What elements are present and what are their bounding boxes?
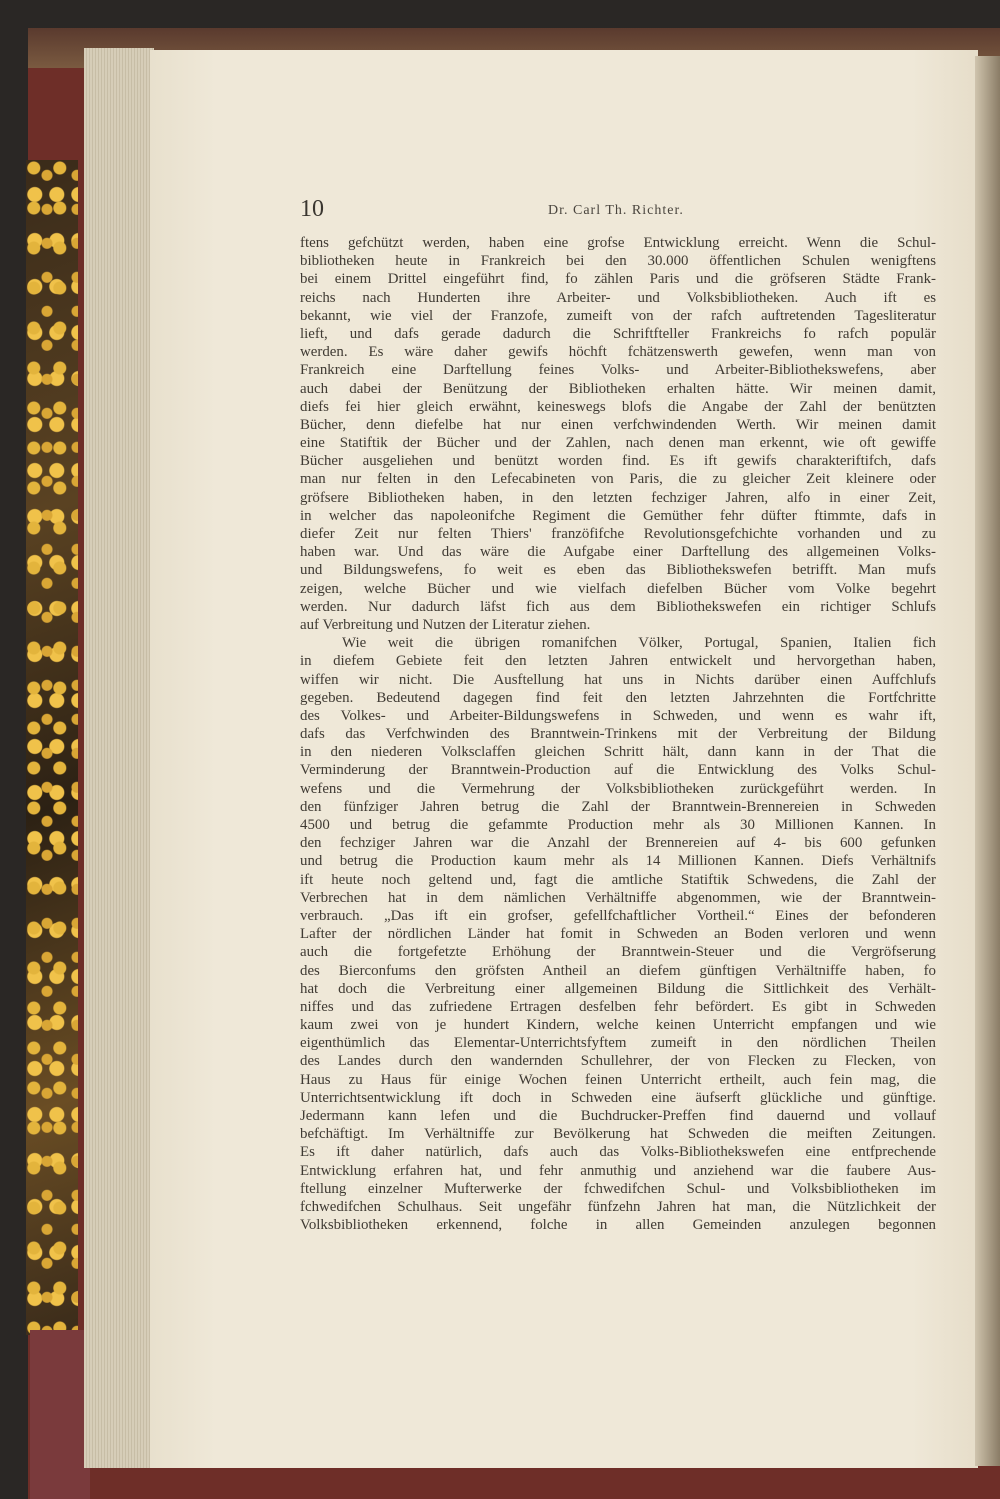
text-line: 4500 und betrug die gefammte Production mehr als 30 Millionen Kannen. In — [300, 817, 936, 833]
page-header — [300, 196, 936, 226]
text-line: bekannt, wie viel der Franzofe, zumeift von der rafch auftretenden Tagesliteratur — [300, 307, 936, 324]
text-line: und Bildungswefens, fo weit es eben das Bibliothekswefen betrifft. Man mufs — [300, 562, 936, 579]
text-line: ift heute noch geltend und, fagt die amtliche Statiftik Schwedens, die Zahl der — [300, 871, 936, 888]
text-line: reichs nach Hunderten ihre Arbeiter- und Volksbibliotheken. Auch ift es — [300, 289, 936, 306]
text-line: Lafter der nördlichen Länder hat fomit in Schweden an Boden verloren und wenn — [300, 926, 936, 943]
text-line: gröfsere Bibliotheken haben, in den letzten fechziger Jahren, alfo in einer Zeit, — [300, 489, 936, 506]
marbled-endpaper — [26, 160, 78, 1335]
text-line: Unterrichtsentwicklung ift doch in Schweden eine äufserft glückliche und günftige. — [300, 1089, 936, 1106]
text-line: haben war. Und das wäre die Aufgabe einer Darftellung des allgemeinen Volks- — [300, 544, 936, 561]
page-edges — [84, 48, 154, 1468]
text-line: in welcher das napoleonifche Regiment die Gemüther fehr düfter ftimmte, dafs in — [300, 507, 936, 524]
text-line: eine Statiftik der Bücher und der Zahlen, nach denen man erkennt, wie oft gewiffe — [300, 435, 936, 452]
text-line: werden. Nur dadurch läfst fich aus dem Bibliothekswefen ein richtiger Schlufs — [300, 598, 936, 615]
text-line: werden. Es wäre daher gewifs höchft fchätzenswerth gewefen, wenn man von — [300, 344, 936, 361]
text-line: Volksbibliotheken erkennend, folche in allen Gemeinden anzulegen begonnen — [300, 1217, 936, 1234]
text-line: in den niederen Volksclaffen gleichen Schritt hält, dann kann in der That die — [300, 744, 936, 761]
text-line: wefens und die Vermehrung der Volksbibliotheken zurückgeführt werden. In — [300, 780, 936, 797]
text-line: Entwicklung erfahren hat, und fehr anmuthig und anziehend war die faubere Aus- — [300, 1162, 936, 1179]
text-line: ftellung einzelner Mufterwerke der fchwedifchen Schul- und Volksbibliotheken im — [300, 1180, 936, 1197]
page-number: 10 — [300, 196, 324, 222]
text-line: Bücher ausgeliehen und benützt worden find. Es ift gewifs charakteriftifch, dafs — [300, 453, 936, 470]
text-line: man nur felten in den Lefecabineten von Paris, die zu gleicher Zeit kleinere oder — [300, 471, 936, 488]
body-text — [300, 234, 936, 1234]
text-line: bibliotheken heute in Frankreich bei den 30.000 öffentlichen Schulen wenigftens — [300, 253, 936, 270]
text-line: auf Verbreitung und Nutzen der Literatur ziehen. — [300, 616, 591, 633]
text-line: Es ift daher natürlich, dafs auch das Volks-Bibliothekswefen eine entfprechende — [300, 1144, 936, 1161]
text-line: in diefem Gebiete feit den letzten Jahren entwickelt und hervorgethan haben, — [300, 653, 936, 670]
text-line: diefs fei hier gleich erwähnt, keineswegs blofs die Angabe der Zahl der benützten — [300, 398, 936, 415]
text-line: zeigen, welche Bücher und wie vielfach diefelben Bücher vom Volke begehrt — [300, 580, 936, 597]
text-line: Jedermann kann lefen und die Buchdrucker-Preffen find dauernd und vollauf — [300, 1108, 936, 1124]
text-line: des Landes durch den wandernden Schullehrer, der von Flecken zu Flecken, von — [300, 1053, 936, 1070]
text-line: des Bierconfums den gröfsten Antheil an diefem günftigen Verhältniffe haben, fo — [300, 962, 936, 979]
text-line: den fünfziger Jahren betrug die Zahl der Branntwein-Brennereien in Schweden — [300, 798, 936, 815]
text-line: verbrauch. „Das ift ein grofser, gefellfchaftlicher Vortheil.“ Eines der befonderen — [300, 907, 936, 924]
text-line: dafs das Verfchwinden des Branntwein-Trinkens mit der Verbreitung der Bildung — [300, 726, 936, 743]
text-line: bei einem Drittel eingeführt find, fo zählen Paris und die gröfseren Städte Frank- — [300, 271, 936, 288]
text-line: ftens gefchützt werden, haben eine grofse Entwicklung erreicht. Wenn die Schul- — [300, 235, 936, 251]
text-line: fchwedifchen Schulhaus. Seit ungefähr fünfzehn Jahren hat man, die Nützlichkeit der — [300, 1198, 936, 1215]
text-line: Wie weit die übrigen romanifchen Völker, Portugal, Spanien, Italien fich — [342, 635, 936, 652]
text-line: lieft, und dafs gerade dadurch die Schriftfteller Frankreichs fo rafch populär — [300, 325, 936, 342]
text-line: kaum zwei von je hundert Kindern, welche keinen Unterricht empfangen und wie — [300, 1017, 936, 1034]
text-line: eigenthümlich das Elementar-Unterrichtsfyftem zumeift in den nördlichen Theilen — [300, 1035, 936, 1052]
book-gutter — [975, 56, 1000, 1466]
text-line: hat doch die Verbreitung einer allgemeinen Bildung die Sittlichkeit des Verhält- — [300, 980, 936, 997]
text-line: Verbrechen hat in dem nämlichen Verhältniffe abgenommen, wie der Branntwein- — [300, 889, 936, 906]
text-line: und betrug die Production kaum mehr als 14 Millionen Kannen. Diefs Verhältnifs — [300, 853, 936, 870]
text-line: befchäftigt. Im Verhältniffe zur Bevölkerung hat Schweden die meiften Zeitungen. — [300, 1126, 936, 1143]
text-line: Haus zu Haus für einige Wochen feinen Unterricht ertheilt, auch fein mag, die — [300, 1071, 936, 1088]
text-line: Verminderung der Branntwein-Production auf die Entwicklung des Volks Schul- — [300, 762, 936, 779]
text-line: auch dabei der Benützung der Bibliotheken erhalten hätte. Wir meinen damit, — [300, 380, 936, 397]
text-line: den fechziger Jahren war die Anzahl der Brennereien auf 4- bis 600 gefunken — [300, 835, 936, 852]
text-line: diefer Zeit nur felten Thiers' franzöfifche Revolutionsgefchichte vorhanden und zu — [300, 526, 936, 542]
text-line: niffes und das zufriedene Ertragen desfelben fehr befördert. Es gibt in Schweden — [300, 998, 936, 1015]
cover-lower-edge — [30, 1330, 90, 1499]
text-line: auch die fortgefetzte Erhöhung der Branntwein-Steuer und die Vergröfserung — [300, 944, 936, 961]
text-line: Bücher, denn diefelbe hat nur einen verfchwindenden Werth. Wir meinen damit — [300, 416, 936, 433]
text-line: Frankreich eine Darftellung feines Volks- und Arbeiter-Bibliothekswefens, aber — [300, 362, 936, 379]
text-line: wiffen wir nicht. Die Ausftellung hat uns in Nichts darüber einen Auffchlufs — [300, 671, 936, 688]
running-head: Dr. Carl Th. Richter. — [548, 203, 684, 218]
text-line: des Volkes- und Arbeiter-Bildungswefens in Schweden, und wenn es wahr ift, — [300, 707, 936, 724]
text-line: gegeben. Bedeutend dagegen find feit den letzten Jahrzehnten die Fortfchritte — [300, 689, 936, 706]
